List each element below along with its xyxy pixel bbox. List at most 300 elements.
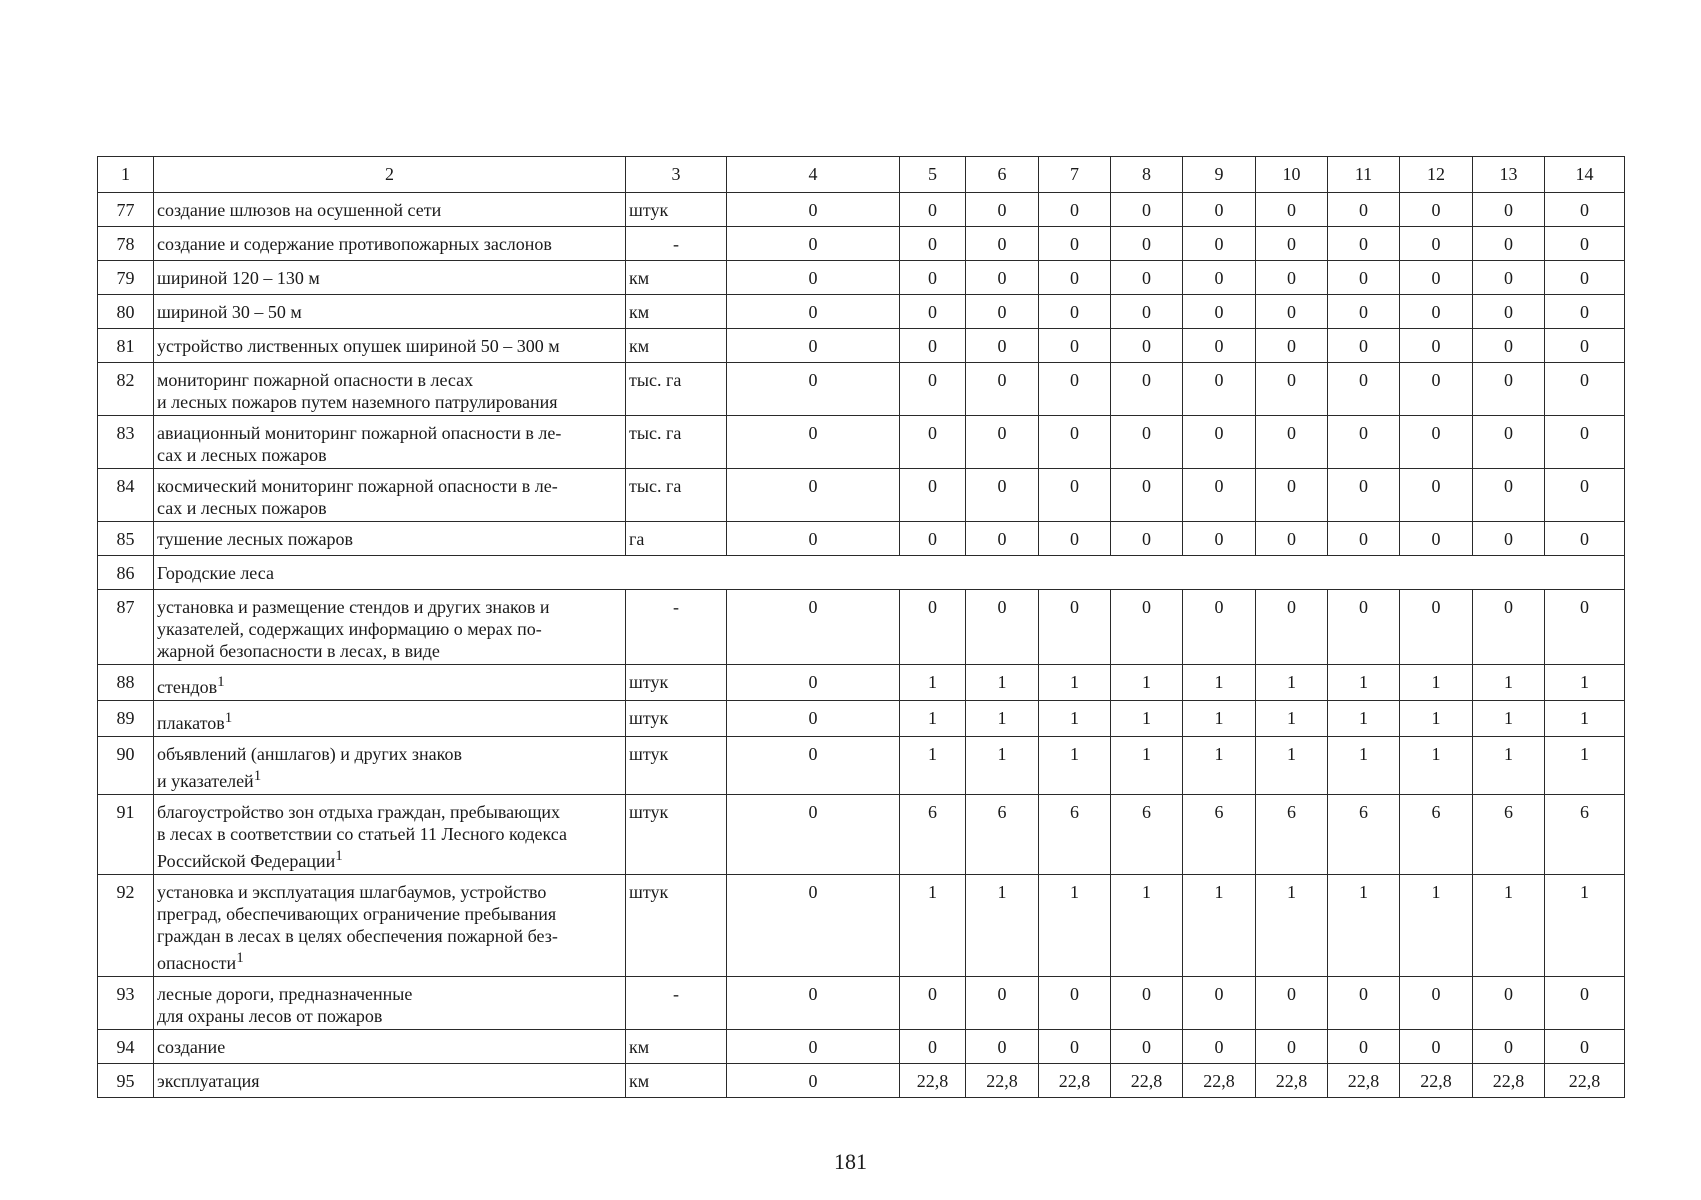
row-value: 0 — [1111, 522, 1183, 556]
row-value: 0 — [1039, 1030, 1111, 1064]
row-value: 1 — [1111, 875, 1183, 977]
row-value: 1 — [900, 701, 966, 737]
row-value: 0 — [1256, 329, 1328, 363]
row-number: 80 — [98, 295, 154, 329]
row-value: 0 — [1473, 977, 1545, 1030]
row-value: 0 — [1400, 193, 1473, 227]
row-value: 0 — [1111, 416, 1183, 469]
row-value: 0 — [900, 261, 966, 295]
header-cell: 8 — [1111, 157, 1183, 193]
header-cell: 13 — [1473, 157, 1545, 193]
row-value: 1 — [1473, 737, 1545, 795]
row-value: 1 — [1111, 737, 1183, 795]
row-value: 0 — [1256, 416, 1328, 469]
row-value: 22,8 — [1328, 1064, 1400, 1098]
row-value: 0 — [1039, 261, 1111, 295]
row-value: 0 — [900, 363, 966, 416]
row-value: 0 — [1039, 977, 1111, 1030]
row-unit: штук — [626, 737, 727, 795]
row-value: 0 — [900, 227, 966, 261]
row-value: 0 — [727, 590, 900, 665]
section-number: 86 — [98, 556, 154, 590]
row-value: 0 — [900, 469, 966, 522]
row-value: 0 — [1183, 522, 1256, 556]
row-value: 0 — [1545, 416, 1625, 469]
row-value: 6 — [900, 795, 966, 875]
row-value: 0 — [1328, 416, 1400, 469]
row-value: 0 — [900, 193, 966, 227]
row-value: 0 — [1039, 193, 1111, 227]
footnote-marker: 1 — [217, 674, 225, 690]
row-value: 1 — [1545, 737, 1625, 795]
row-value: 0 — [966, 295, 1039, 329]
row-unit: - — [626, 977, 727, 1030]
row-value: 22,8 — [1183, 1064, 1256, 1098]
row-value: 0 — [900, 590, 966, 665]
row-value: 0 — [1183, 1030, 1256, 1064]
row-value: 0 — [1183, 295, 1256, 329]
row-value: 0 — [1473, 469, 1545, 522]
row-name-cell — [154, 1030, 626, 1064]
row-value: 0 — [900, 295, 966, 329]
row-name: создание и содержание противопожарных заслонов — [157, 234, 552, 254]
row-name-cell — [154, 329, 626, 363]
header-cell: 6 — [966, 157, 1039, 193]
row-value: 0 — [1473, 590, 1545, 665]
row-value: 0 — [727, 416, 900, 469]
row-value: 0 — [727, 363, 900, 416]
row-value: 0 — [900, 416, 966, 469]
row-number: 95 — [98, 1064, 154, 1098]
row-value: 0 — [1256, 295, 1328, 329]
row-value: 6 — [1039, 795, 1111, 875]
table-row — [98, 737, 1625, 795]
row-value: 0 — [1111, 363, 1183, 416]
row-value: 0 — [1256, 261, 1328, 295]
table-row — [98, 795, 1625, 875]
row-value: 0 — [1111, 193, 1183, 227]
row-name-cell — [154, 363, 626, 416]
row-value: 0 — [727, 795, 900, 875]
row-unit: км — [626, 295, 727, 329]
row-unit: тыс. га — [626, 469, 727, 522]
row-value: 0 — [1473, 329, 1545, 363]
row-number: 92 — [98, 875, 154, 977]
row-value: 0 — [1328, 1030, 1400, 1064]
row-value: 0 — [1328, 522, 1400, 556]
row-name-cell — [154, 193, 626, 227]
row-value: 1 — [1039, 665, 1111, 701]
row-value: 1 — [1183, 701, 1256, 737]
row-value: 0 — [1039, 469, 1111, 522]
row-value: 0 — [1256, 363, 1328, 416]
row-value: 22,8 — [966, 1064, 1039, 1098]
row-value: 0 — [966, 977, 1039, 1030]
row-value: 0 — [727, 469, 900, 522]
row-value: 6 — [1183, 795, 1256, 875]
table-row — [98, 701, 1625, 737]
row-value: 1 — [1545, 701, 1625, 737]
row-number: 88 — [98, 665, 154, 701]
row-value: 22,8 — [900, 1064, 966, 1098]
row-number: 83 — [98, 416, 154, 469]
row-value: 0 — [1039, 295, 1111, 329]
row-name-cell — [154, 416, 626, 469]
row-value: 0 — [1328, 227, 1400, 261]
row-value: 0 — [1256, 522, 1328, 556]
row-value: 0 — [727, 737, 900, 795]
row-value: 0 — [1545, 590, 1625, 665]
row-value: 1 — [1473, 875, 1545, 977]
page-number: 181 — [834, 1149, 867, 1174]
row-value: 0 — [966, 522, 1039, 556]
row-value: 0 — [727, 227, 900, 261]
row-name: создание — [157, 1037, 226, 1057]
row-value: 0 — [727, 1030, 900, 1064]
row-value: 0 — [727, 875, 900, 977]
row-value: 0 — [1545, 1030, 1625, 1064]
row-value: 1 — [1400, 737, 1473, 795]
row-value: 0 — [1545, 977, 1625, 1030]
row-value: 0 — [1545, 193, 1625, 227]
row-value: 1 — [1400, 875, 1473, 977]
row-value: 1 — [1545, 875, 1625, 977]
row-value: 1 — [1256, 701, 1328, 737]
row-number: 78 — [98, 227, 154, 261]
row-value: 0 — [727, 665, 900, 701]
row-name-cell — [154, 522, 626, 556]
row-name: эксплуатация — [157, 1071, 260, 1091]
row-number: 81 — [98, 329, 154, 363]
row-value: 0 — [966, 1030, 1039, 1064]
row-value: 0 — [1328, 329, 1400, 363]
row-unit: - — [626, 227, 727, 261]
row-value: 0 — [1400, 977, 1473, 1030]
row-value: 0 — [727, 261, 900, 295]
row-name: лесные дороги, предназначенные для охраны лесов от пожаров — [157, 984, 413, 1026]
footnote-marker: 1 — [236, 950, 244, 966]
row-name-cell — [154, 261, 626, 295]
row-number: 79 — [98, 261, 154, 295]
table-row — [98, 665, 1625, 701]
row-name-cell — [154, 590, 626, 665]
row-value: 0 — [1473, 227, 1545, 261]
table-row — [98, 590, 1625, 665]
row-value: 0 — [727, 193, 900, 227]
row-unit: км — [626, 329, 727, 363]
row-value: 1 — [1039, 701, 1111, 737]
row-name-cell — [154, 227, 626, 261]
row-value: 0 — [1328, 261, 1400, 295]
header-cell: 4 — [727, 157, 900, 193]
row-value: 1 — [1545, 665, 1625, 701]
row-name: установка и размещение стендов и других знаков и указателей, содержащих информацию о мерах по- жарной безопасности в лесах, в виде — [157, 597, 550, 661]
row-value: 1 — [900, 665, 966, 701]
row-value: 0 — [1256, 1030, 1328, 1064]
row-value: 0 — [1111, 1030, 1183, 1064]
row-value: 0 — [727, 522, 900, 556]
table-row — [98, 261, 1625, 295]
table-row — [98, 522, 1625, 556]
row-unit: км — [626, 1030, 727, 1064]
row-value: 0 — [1545, 469, 1625, 522]
row-name: тушение лесных пожаров — [157, 529, 353, 549]
row-value: 1 — [1039, 875, 1111, 977]
table-row — [98, 977, 1625, 1030]
row-number: 91 — [98, 795, 154, 875]
row-value: 6 — [1256, 795, 1328, 875]
row-value: 0 — [1256, 193, 1328, 227]
row-name: стендов — [157, 677, 218, 697]
row-name-cell — [154, 469, 626, 522]
footnote-marker: 1 — [253, 768, 262, 784]
row-value: 0 — [1183, 193, 1256, 227]
row-value: 22,8 — [1039, 1064, 1111, 1098]
row-value: 22,8 — [1400, 1064, 1473, 1098]
row-value: 0 — [1183, 416, 1256, 469]
row-value: 1 — [966, 875, 1039, 977]
row-value: 6 — [1545, 795, 1625, 875]
row-value: 6 — [1400, 795, 1473, 875]
row-value: 0 — [1400, 590, 1473, 665]
header-cell: 1 — [98, 157, 154, 193]
row-value: 0 — [1400, 522, 1473, 556]
row-value: 0 — [1545, 261, 1625, 295]
row-value: 1 — [966, 701, 1039, 737]
table-row — [98, 469, 1625, 522]
row-value: 0 — [1111, 261, 1183, 295]
row-name: космический мониторинг пожарной опасности в ле- сах и лесных пожаров — [157, 476, 558, 518]
row-value: 0 — [1183, 469, 1256, 522]
row-value: 1 — [1111, 701, 1183, 737]
row-name: объявлений (аншлагов) и других знаков и указателей — [157, 744, 462, 791]
row-value: 6 — [1473, 795, 1545, 875]
row-number: 77 — [98, 193, 154, 227]
row-value: 0 — [1256, 227, 1328, 261]
row-value: 0 — [1473, 261, 1545, 295]
row-unit: штук — [626, 193, 727, 227]
row-name-cell — [154, 665, 626, 701]
row-value: 0 — [1400, 227, 1473, 261]
row-value: 0 — [1400, 329, 1473, 363]
header-cell: 9 — [1183, 157, 1256, 193]
row-unit: - — [626, 590, 727, 665]
table-row — [98, 227, 1625, 261]
row-value: 0 — [1545, 522, 1625, 556]
row-number: 93 — [98, 977, 154, 1030]
row-value: 0 — [1183, 261, 1256, 295]
row-value: 1 — [1400, 665, 1473, 701]
row-value: 0 — [1256, 590, 1328, 665]
row-value: 0 — [1473, 193, 1545, 227]
table-row — [98, 363, 1625, 416]
header-cell: 5 — [900, 157, 966, 193]
row-value: 0 — [1111, 295, 1183, 329]
row-value: 0 — [1039, 363, 1111, 416]
row-value: 1 — [1328, 875, 1400, 977]
row-value: 0 — [1400, 1030, 1473, 1064]
row-value: 0 — [1473, 363, 1545, 416]
row-value: 0 — [1039, 522, 1111, 556]
row-number: 94 — [98, 1030, 154, 1064]
table-row — [98, 875, 1625, 977]
row-value: 0 — [727, 329, 900, 363]
table-row — [98, 193, 1625, 227]
row-name: устройство лиственных опушек шириной 50 – 300 м — [157, 336, 560, 356]
row-value: 1 — [1328, 737, 1400, 795]
row-value: 0 — [900, 977, 966, 1030]
row-value: 0 — [1039, 590, 1111, 665]
row-unit: штук — [626, 875, 727, 977]
row-value: 1 — [1473, 665, 1545, 701]
header-cell: 2 — [154, 157, 626, 193]
row-number: 87 — [98, 590, 154, 665]
row-name: благоустройство зон отдыха граждан, пребывающих в лесах в соответствии со статьей 11 Лесного кодекса Российской Федерации — [157, 802, 567, 871]
row-value: 0 — [966, 227, 1039, 261]
row-value: 22,8 — [1256, 1064, 1328, 1098]
table-row — [98, 1064, 1625, 1098]
row-value: 1 — [1256, 737, 1328, 795]
row-value: 1 — [900, 875, 966, 977]
row-value: 0 — [1400, 416, 1473, 469]
row-value: 0 — [727, 977, 900, 1030]
row-value: 0 — [727, 1064, 900, 1098]
row-value: 0 — [1183, 363, 1256, 416]
row-name: мониторинг пожарной опасности в лесах и лесных пожаров путем наземного патрулирования — [157, 370, 558, 412]
row-value: 0 — [1328, 363, 1400, 416]
row-value: 0 — [1183, 329, 1256, 363]
row-value: 0 — [1400, 363, 1473, 416]
row-value: 0 — [1183, 977, 1256, 1030]
row-value: 0 — [1400, 295, 1473, 329]
row-value: 1 — [1183, 875, 1256, 977]
row-value: 1 — [1183, 665, 1256, 701]
row-value: 0 — [1473, 1030, 1545, 1064]
row-unit: тыс. га — [626, 416, 727, 469]
row-value: 1 — [900, 737, 966, 795]
row-value: 0 — [1256, 977, 1328, 1030]
header-cell: 7 — [1039, 157, 1111, 193]
row-value: 1 — [1111, 665, 1183, 701]
table-row — [98, 295, 1625, 329]
row-value: 0 — [1545, 227, 1625, 261]
row-value: 0 — [1039, 329, 1111, 363]
section-title: Городские леса — [154, 556, 1625, 590]
row-value: 6 — [1328, 795, 1400, 875]
row-value: 1 — [1473, 701, 1545, 737]
row-value: 0 — [966, 329, 1039, 363]
table-row — [98, 416, 1625, 469]
row-value: 0 — [1183, 590, 1256, 665]
row-value: 0 — [1328, 295, 1400, 329]
row-value: 0 — [1473, 522, 1545, 556]
row-value: 22,8 — [1473, 1064, 1545, 1098]
row-value: 0 — [1328, 590, 1400, 665]
footnote-marker: 1 — [335, 848, 343, 864]
row-value: 0 — [1328, 193, 1400, 227]
row-value: 0 — [1545, 329, 1625, 363]
row-value: 0 — [1183, 227, 1256, 261]
row-value: 0 — [1111, 227, 1183, 261]
row-value: 1 — [1400, 701, 1473, 737]
row-value: 0 — [1111, 590, 1183, 665]
row-value: 1 — [1183, 737, 1256, 795]
header-cell: 3 — [626, 157, 727, 193]
row-value: 0 — [1328, 469, 1400, 522]
row-value: 0 — [1039, 227, 1111, 261]
data-table — [97, 156, 1625, 1098]
row-value: 0 — [1545, 295, 1625, 329]
header-cell: 14 — [1545, 157, 1625, 193]
row-value: 0 — [1039, 416, 1111, 469]
header-cell: 10 — [1256, 157, 1328, 193]
row-name-cell — [154, 737, 626, 795]
row-value: 0 — [966, 261, 1039, 295]
table-row — [98, 329, 1625, 363]
row-value: 0 — [727, 701, 900, 737]
row-name: шириной 30 – 50 м — [157, 302, 302, 322]
row-value: 22,8 — [1111, 1064, 1183, 1098]
row-value: 0 — [1473, 295, 1545, 329]
header-cell: 11 — [1328, 157, 1400, 193]
row-value: 0 — [1111, 977, 1183, 1030]
row-value: 0 — [1400, 261, 1473, 295]
header-cell: 12 — [1400, 157, 1473, 193]
row-number: 85 — [98, 522, 154, 556]
row-value: 6 — [966, 795, 1039, 875]
row-value: 0 — [966, 363, 1039, 416]
row-value: 0 — [966, 193, 1039, 227]
row-name: авиационный мониторинг пожарной опасности в ле- сах и лесных пожаров — [157, 423, 562, 465]
header-row — [98, 157, 1625, 193]
row-number: 89 — [98, 701, 154, 737]
row-number: 84 — [98, 469, 154, 522]
row-value: 6 — [1111, 795, 1183, 875]
row-name: установка и эксплуатация шлагбаумов, устройство преград, обеспечивающих ограничение пребывания граждан в лесах в целях обеспечения пожарной без- опасности — [157, 882, 558, 973]
row-value: 0 — [900, 522, 966, 556]
row-value: 1 — [966, 665, 1039, 701]
row-unit: тыс. га — [626, 363, 727, 416]
footnote-marker: 1 — [224, 710, 233, 726]
row-value: 1 — [1256, 875, 1328, 977]
row-value: 1 — [1328, 701, 1400, 737]
row-value: 1 — [1328, 665, 1400, 701]
row-unit: км — [626, 1064, 727, 1098]
row-name: создание шлюзов на осушенной сети — [157, 200, 442, 220]
row-name: шириной 120 – 130 м — [157, 268, 320, 288]
row-value: 0 — [727, 295, 900, 329]
row-name-cell — [154, 977, 626, 1030]
row-value: 0 — [1328, 977, 1400, 1030]
row-value: 0 — [900, 1030, 966, 1064]
row-value: 0 — [966, 590, 1039, 665]
row-number: 82 — [98, 363, 154, 416]
row-value: 1 — [1039, 737, 1111, 795]
row-name: плакатов — [157, 713, 225, 733]
row-value: 0 — [1111, 329, 1183, 363]
row-unit: штук — [626, 795, 727, 875]
row-unit: км — [626, 261, 727, 295]
table-row — [98, 1030, 1625, 1064]
section-row — [98, 556, 1625, 590]
row-value: 0 — [1111, 469, 1183, 522]
row-value: 0 — [966, 416, 1039, 469]
row-value: 0 — [1400, 469, 1473, 522]
row-name-cell — [154, 795, 626, 875]
row-value: 1 — [1256, 665, 1328, 701]
row-value: 22,8 — [1545, 1064, 1625, 1098]
row-value: 0 — [1473, 416, 1545, 469]
